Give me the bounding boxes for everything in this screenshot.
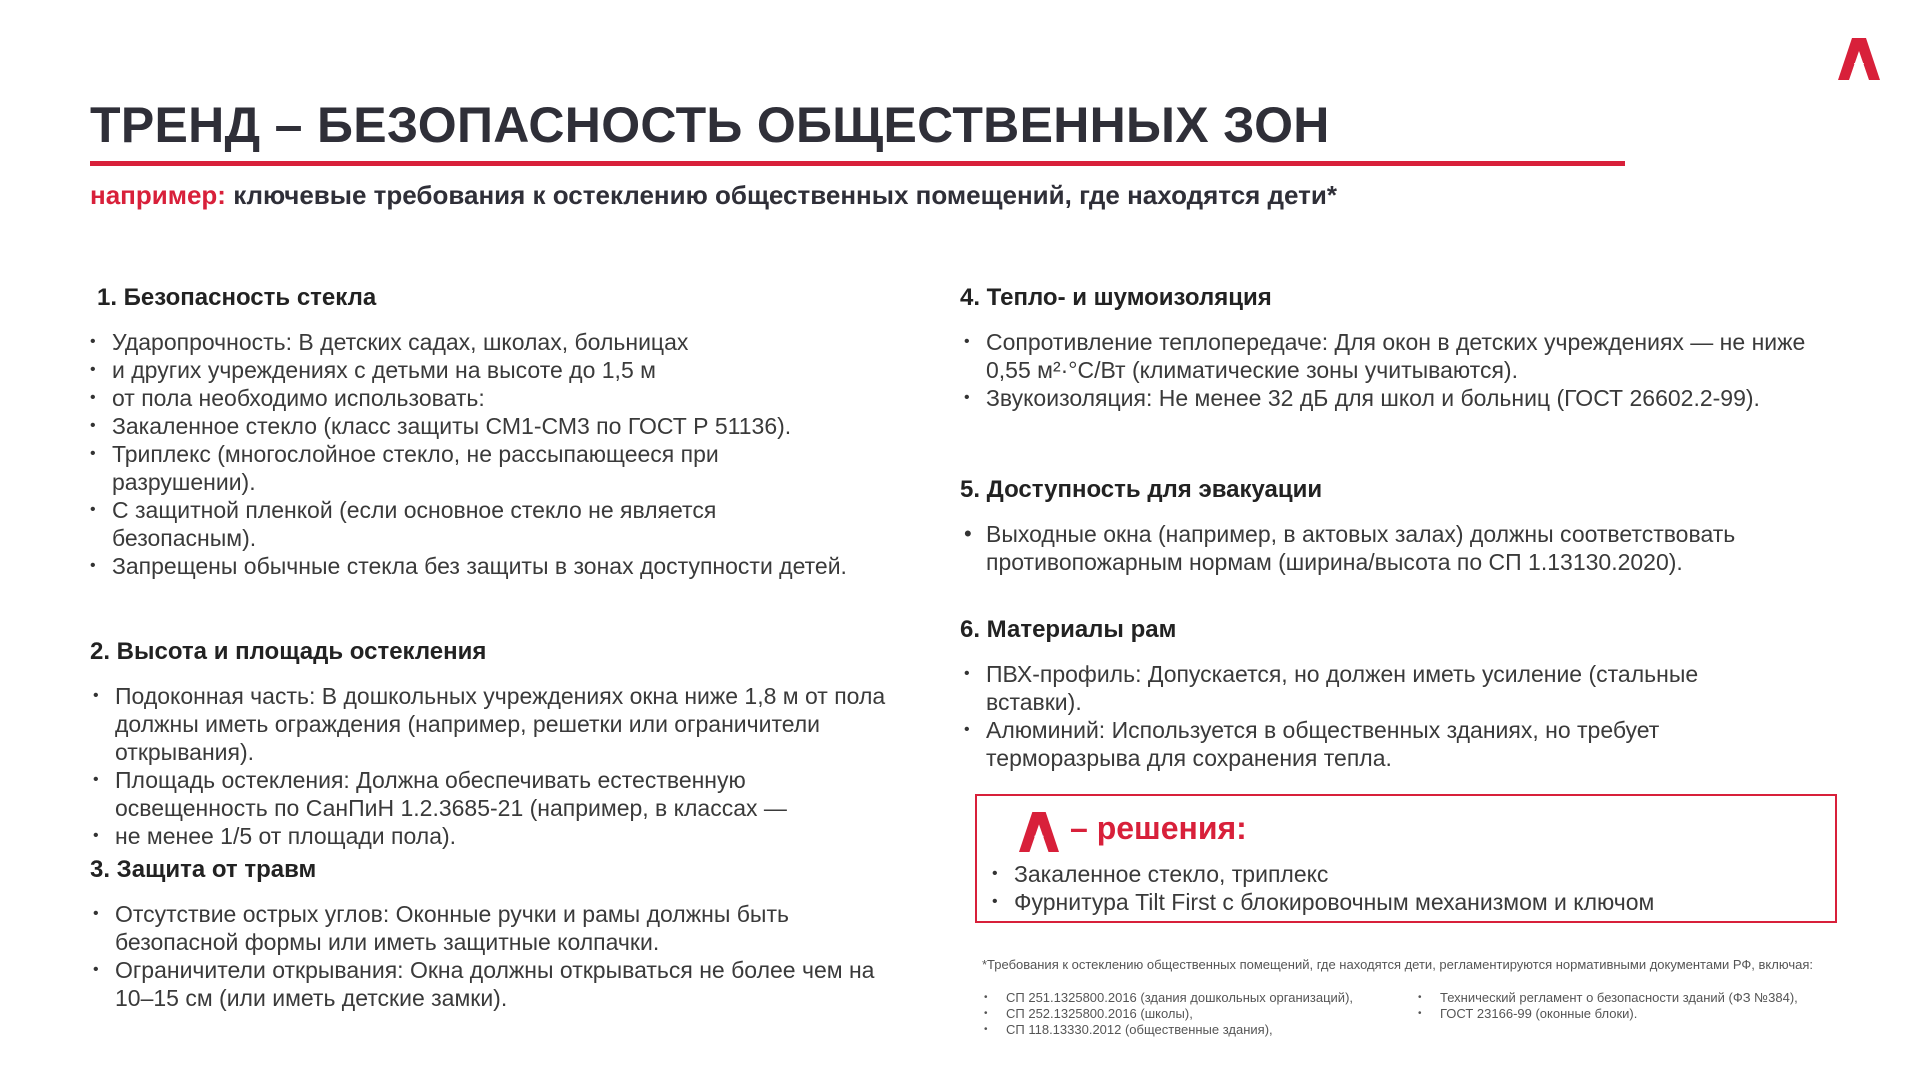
list-item: • СП 118.13330.2012 (общественные здания), bbox=[984, 1022, 1353, 1038]
list-item: • не менее 1/5 от площади пола). bbox=[93, 822, 928, 850]
list-item: • ПВХ-профиль: Допускается, но должен иметь усиление (стальные вставки). bbox=[964, 660, 1774, 716]
section-5-list bbox=[964, 520, 1814, 576]
list-item: • Ограничители открывания: Окна должны открываться не более чем на 10–15 см (или иметь детские замки). bbox=[93, 956, 893, 1012]
list-item: • Сопротивление теплопередаче: Для окон в детских учреждениях — не ниже 0,55 м²·°С/Вт (климатические зоны учитываются). bbox=[964, 328, 1814, 384]
list-item: • Выходные окна (например, в актовых залах) должны соответствовать противопожарным нормам (ширина/высота по СП 1.13130.2020). bbox=[964, 520, 1814, 576]
list-item: • Запрещены обычные стекла без защиты в зонах доступности детей. bbox=[90, 552, 910, 580]
page-title: ТРЕНД – БЕЗОПАСНОСТЬ ОБЩЕСТВЕННЫХ ЗОН bbox=[90, 97, 1330, 153]
list-item: • Звукоизоляция: Не менее 32 дБ для школ и больниц (ГОСТ 26602.2-99). bbox=[964, 384, 1814, 412]
section-1-title: 1. Безопасность стекла bbox=[97, 284, 377, 311]
list-item: • Фурнитура Tilt First с блокировочным механизмом и ключом bbox=[992, 888, 1812, 916]
list-item: • ГОСТ 23166-99 (оконные блоки). bbox=[1418, 1006, 1798, 1022]
list-item: • С защитной пленкой (если основное стекло не является безопасным). bbox=[90, 496, 762, 552]
section-3-list bbox=[93, 900, 893, 1012]
section-6-title: 6. Материалы рам bbox=[960, 616, 1177, 643]
list-item: • Ударопрочность: В детских садах, школах, больницах bbox=[90, 328, 910, 356]
footnote-intro: *Требования к остеклению общественных помещений, где находятся дети, регламентируются нормативными документами РФ, включая: bbox=[982, 957, 1813, 972]
list-item: • Отсутствие острых углов: Оконные ручки и рамы должны быть безопасной формы или иметь защитные колпачки. bbox=[93, 900, 893, 956]
section-5-title: 5. Доступность для эвакуации bbox=[960, 476, 1323, 503]
list-item: • Закаленное стекло (класс защиты СМ1-СМ3 по ГОСТ Р 51136). bbox=[90, 412, 910, 440]
section-4-title: 4. Тепло- и шумоизоляция bbox=[960, 284, 1272, 311]
list-item: • Подоконная часть: В дошкольных учреждениях окна ниже 1,8 м от пола должны иметь ограждения (например, решетки или ограничители открывания). bbox=[93, 682, 928, 766]
list-item: • Триплекс (многослойное стекло, не рассыпающееся при разрушении). bbox=[90, 440, 762, 496]
list-item: • Технический регламент о безопасности зданий (ФЗ №384), bbox=[1418, 990, 1798, 1006]
solutions-title: – решения: bbox=[1070, 810, 1247, 846]
footnote-list-left bbox=[984, 990, 1353, 1038]
section-2-list bbox=[93, 682, 928, 850]
list-item: • от пола необходимо использовать: bbox=[90, 384, 910, 412]
list-item: • СП 251.1325800.2016 (здания дошкольных организаций), bbox=[984, 990, 1353, 1006]
list-item: • Площадь остекления: Должна обеспечивать естественную освещенность по СанПиН 1.2.3685-21 (например, в классах — bbox=[93, 766, 845, 822]
list-item: • СП 252.1325800.2016 (школы), bbox=[984, 1006, 1353, 1022]
section-2-title: 2. Высота и площадь остекления bbox=[90, 638, 487, 665]
list-item: • Алюминий: Используется в общественных зданиях, но требует терморазрыва для сохранения тепла. bbox=[964, 716, 1774, 772]
subtitle-text: ключевые требования к остеклению общественных помещений, где находятся дети* bbox=[225, 180, 1337, 210]
brand-a-logo-icon bbox=[1019, 812, 1059, 852]
brand-a-logo-icon bbox=[1838, 38, 1880, 80]
section-4-list bbox=[964, 328, 1814, 412]
solutions-box bbox=[975, 794, 1837, 923]
solutions-list bbox=[992, 860, 1812, 916]
section-3-title: 3. Защита от травм bbox=[90, 856, 317, 883]
subtitle-accent: например: bbox=[90, 180, 226, 210]
list-item: • Закаленное стекло, триплекс bbox=[992, 860, 1812, 888]
subtitle bbox=[90, 180, 1337, 211]
list-item: • и других учреждениях с детьми на высоте до 1,5 м bbox=[90, 356, 910, 384]
section-6-list bbox=[964, 660, 1774, 772]
footnote-list-right bbox=[1418, 990, 1798, 1022]
title-underline bbox=[90, 161, 1625, 166]
section-1-list bbox=[90, 328, 910, 580]
